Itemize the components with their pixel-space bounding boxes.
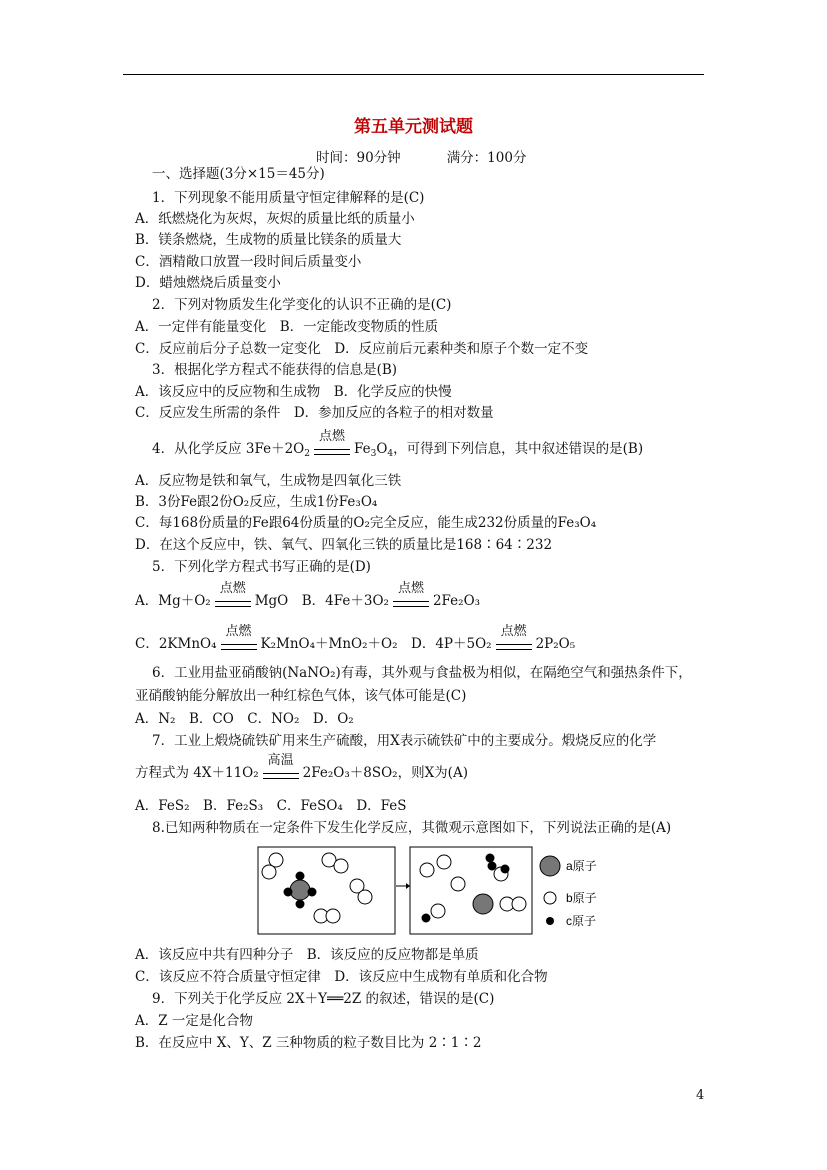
q1-option-d: D．蜡烛燃烧后质量变小 <box>135 275 281 291</box>
q5-options-ab: A．Mg＋O₂ 点燃 MgO B．4Fe＋3O₂ 点燃 2Fe₂O₃ <box>135 580 481 609</box>
time-label: 时间：90分钟 <box>316 150 401 166</box>
atom-c-icon <box>546 917 554 925</box>
q5-options-cd: C．2KMnO₄ 点燃 K₂MnO₄＋MnO₂＋O₂ D．4P＋5O₂ 点燃 2P₂O₅ <box>135 623 576 652</box>
q1-stem: 1．下列现象不能用质量守恒定律解释的是(C) <box>152 190 425 206</box>
page-title: 第五单元测试题 <box>354 117 473 137</box>
page-number: 4 <box>696 1088 705 1103</box>
q4-option-d: D．在这个反应中，铁、氧气、四氧化三铁的质量比是168∶64∶232 <box>135 537 553 553</box>
q6-line1: 6．工业用盐亚硝酸钠(NaNO₂)有毒，其外观与食盐极为相似，在隔绝空气和强热条件下， <box>152 665 692 681</box>
q2-options-ab: A．一定伴有能量变化 B．一定能改变物质的性质 <box>135 319 439 335</box>
q7-line1: 7．工业上煅烧硫铁矿用来生产硫酸，用X表示硫铁矿中的主要成分。煅烧反应的化学 <box>152 733 657 749</box>
product-particles <box>420 854 526 922</box>
reaction-arrow: 点燃 <box>393 593 429 611</box>
q9-option-a: A．Z 一定是化合物 <box>135 1013 253 1029</box>
q9-option-b: B．在反应中 X、Y、Z 三种物质的粒子数目比为 2∶1∶2 <box>135 1035 482 1051</box>
q6-options: A．N₂ B．CO C．NO₂ D．O₂ <box>135 711 354 727</box>
header-rule <box>123 74 704 75</box>
q1-option-a: A．纸燃烧化为灰烬，灰烬的质量比纸的质量小 <box>135 211 415 227</box>
reaction-arrow: 点燃 <box>314 441 350 459</box>
q3-stem: 3．根据化学方程式不能获得的信息是(B) <box>152 362 398 378</box>
atom-b-icon <box>544 892 556 904</box>
q7-options: A．FeS₂ B．Fe₂S₃ C．FeSO₄ D．FeS <box>135 798 407 814</box>
reaction-arrow: 点燃 <box>221 636 257 654</box>
q6-line2: 亚硝酸钠能分解放出一种红棕色气体，该气体可能是(C) <box>135 688 467 704</box>
reaction-arrow: 高温 <box>263 765 299 783</box>
reaction-diagram <box>254 842 614 938</box>
q4-stem: 4．从化学反应 $3Fe+2O_2$ 点燃 $Fe_3O_4$，可得到下列信息，其中叙述错误的是(B) <box>152 428 644 459</box>
section-heading: 一、选择题(3分×15＝45分) <box>152 166 325 182</box>
q4-option-c: C．每168份质量的Fe跟64份质量的O₂完全反应，能生成232份质量的Fe₃O₄ <box>135 515 597 531</box>
q7-equation: 方程式为 4X＋11O₂ 高温 2Fe₂O₃＋8SO₂，则X为(A) <box>135 752 468 781</box>
q8-options-cd: C．该反应不符合质量守恒定律 D．该反应中生成物有单质和化合物 <box>135 969 548 985</box>
q4-option-b: B．3份Fe跟2份O₂反应，生成1份Fe₃O₄ <box>135 494 378 510</box>
legend-c: c原子 <box>566 914 597 928</box>
q1-option-b: B．镁条燃烧，生成物的质量比镁条的质量大 <box>135 232 402 248</box>
legend-b: b原子 <box>566 891 597 905</box>
q8-stem: 8.已知两种物质在一定条件下发生化学反应，其微观示意图如下，下列说法正确的是(A) <box>152 820 672 836</box>
q1-option-c: C．酒精敞口放置一段时间后质量变小 <box>135 254 362 270</box>
score-label: 满分：100分 <box>446 150 527 166</box>
reaction-arrow: 点燃 <box>496 636 532 654</box>
q2-options-cd: C．反应前后分子总数一定变化 D．反应前后元素种类和原子个数一定不变 <box>135 341 589 357</box>
q2-stem: 2．下列对物质发生化学变化的认识不正确的是(C) <box>152 297 452 313</box>
q5-stem: 5．下列化学方程式书写正确的是(D) <box>152 559 371 575</box>
atom-a-icon <box>540 856 560 876</box>
legend-a: a原子 <box>566 859 597 873</box>
reactant-particles <box>262 853 372 923</box>
q4-option-a: A．反应物是铁和氧气，生成物是四氧化三铁 <box>135 473 402 489</box>
q8-options-ab: A．该反应中共有四种分子 B．该反应的反应物都是单质 <box>135 947 479 963</box>
q3-options-cd: C．反应发生所需的条件 D．参加反应的各粒子的相对数量 <box>135 405 494 421</box>
reaction-arrow: 点燃 <box>215 593 251 611</box>
q9-stem: 9．下列关于化学反应 2X＋Y══2Z 的叙述，错误的是(C) <box>152 991 495 1007</box>
exam-meta <box>316 146 526 166</box>
q3-options-ab: A．该反应中的反应物和生成物 B．化学反应的快慢 <box>135 384 452 400</box>
